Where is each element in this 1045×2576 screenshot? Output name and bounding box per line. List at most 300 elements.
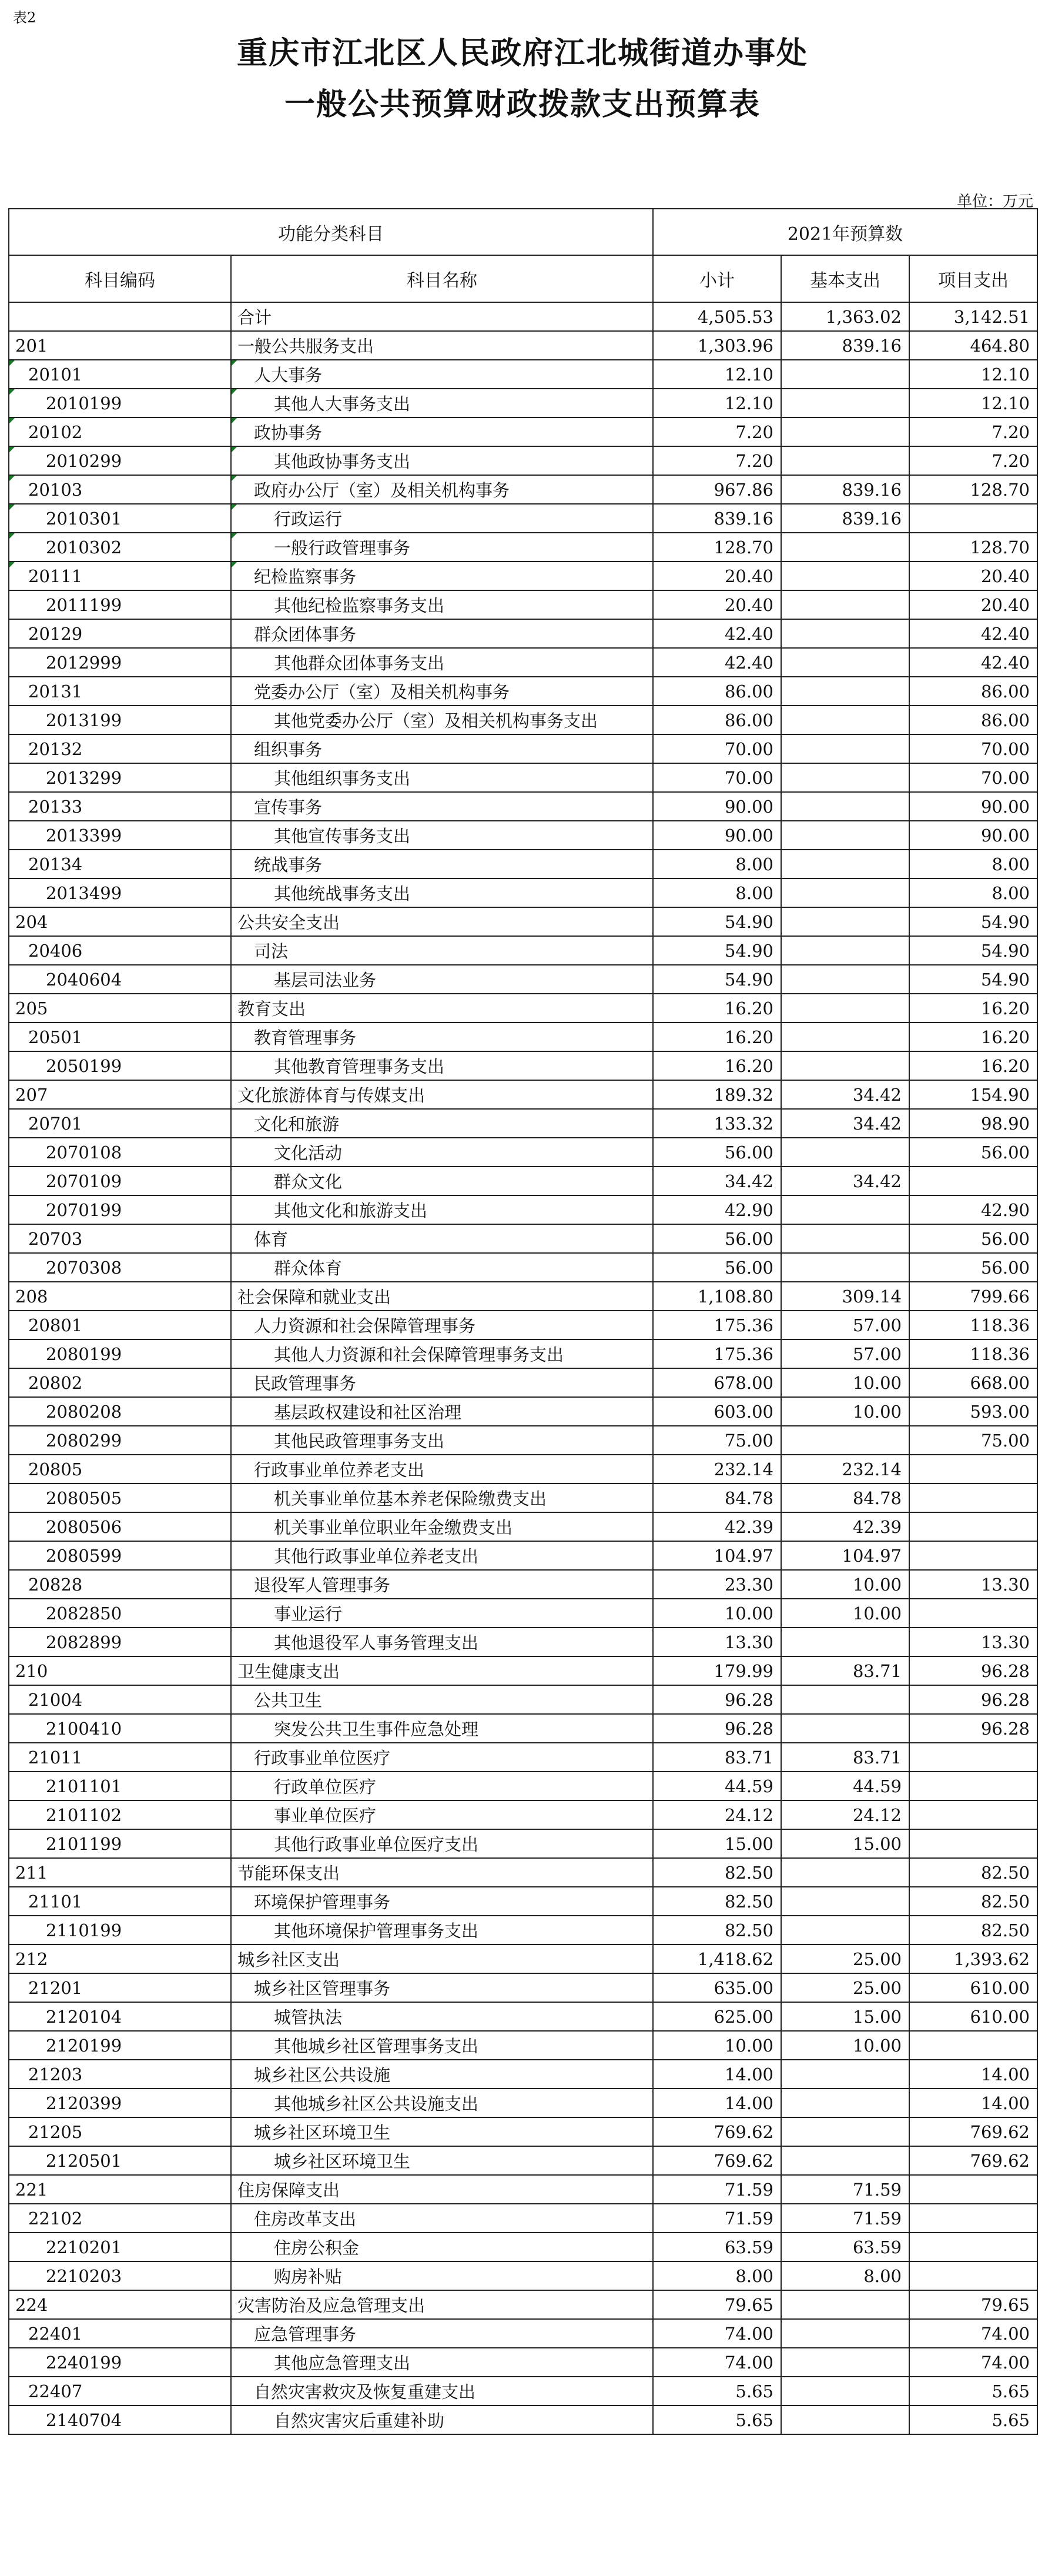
cell-subtotal: 635.00	[653, 1973, 781, 2002]
table-row	[9, 1167, 1037, 1195]
cell-name: 行政单位医疗	[231, 1772, 653, 1800]
cell-code: 21004	[9, 1685, 231, 1714]
cell-name: 教育支出	[231, 994, 653, 1023]
cell-code: 207	[9, 1080, 231, 1109]
total-row	[9, 302, 1037, 331]
cell-project: 20.40	[909, 590, 1037, 619]
cell-name: 政府办公厅（室）及相关机构事务	[231, 475, 653, 504]
cell-name: 住房公积金	[231, 2233, 653, 2261]
cell-project: 96.28	[909, 1714, 1037, 1743]
cell-project	[909, 1599, 1037, 1628]
cell-name: 公共卫生	[231, 1685, 653, 1714]
cell-code: 221	[9, 2175, 231, 2204]
cell-basic	[781, 1916, 909, 1944]
table-row	[9, 562, 1037, 590]
cell-subtotal: 175.36	[653, 1311, 781, 1339]
cell-name: 城管执法	[231, 2002, 653, 2031]
cell-code: 20101	[9, 360, 231, 389]
cell-code: 20131	[9, 677, 231, 706]
cell-basic: 34.42	[781, 1080, 909, 1109]
table-row	[9, 1858, 1037, 1887]
cell-name: 自然灾害灾后重建补助	[231, 2405, 653, 2434]
cell-name: 其他教育管理事务支出	[231, 1051, 653, 1080]
cell-project	[909, 1743, 1037, 1772]
cell-code: 2050199	[9, 1051, 231, 1080]
cell-subtotal: 128.70	[653, 533, 781, 562]
cell-subtotal: 603.00	[653, 1397, 781, 1426]
cell-basic	[781, 734, 909, 763]
table-row	[9, 1109, 1037, 1138]
cell-subtotal: 10.00	[653, 2031, 781, 2060]
cell-subtotal: 8.00	[653, 850, 781, 878]
cell-subtotal: 769.62	[653, 2146, 781, 2175]
cell-code: 2010302	[9, 533, 231, 562]
header-row-columns	[9, 255, 1037, 302]
cell-name: 行政运行	[231, 504, 653, 533]
cell-subtotal: 678.00	[653, 1368, 781, 1397]
cell-project: 16.20	[909, 1023, 1037, 1051]
cell-name: 一般公共服务支出	[231, 331, 653, 360]
cell-name: 一般行政管理事务	[231, 533, 653, 562]
table-row	[9, 360, 1037, 389]
cell-project	[909, 1455, 1037, 1484]
cell-project: 769.62	[909, 2117, 1037, 2146]
table-row	[9, 475, 1037, 504]
cell-project: 56.00	[909, 1253, 1037, 1282]
cell-subtotal: 54.90	[653, 907, 781, 936]
cell-subtotal: 13.30	[653, 1628, 781, 1656]
cell-basic: 839.16	[781, 504, 909, 533]
table-row	[9, 734, 1037, 763]
cell-project: 70.00	[909, 763, 1037, 792]
table-row	[9, 1685, 1037, 1714]
cell-name: 机关事业单位基本养老保险缴费支出	[231, 1484, 653, 1512]
cell-code: 21201	[9, 1973, 231, 2002]
table-row	[9, 2348, 1037, 2377]
cell-name: 城乡社区公共设施	[231, 2060, 653, 2089]
table-row	[9, 331, 1037, 360]
cell-basic	[781, 360, 909, 389]
cell-subtotal: 74.00	[653, 2348, 781, 2377]
cell-code: 2101102	[9, 1800, 231, 1829]
cell-basic	[781, 2319, 909, 2348]
cell-name: 其他党委办公厅（室）及相关机构事务支出	[231, 706, 653, 734]
cell-project: 128.70	[909, 475, 1037, 504]
table-row	[9, 2031, 1037, 2060]
table-row	[9, 533, 1037, 562]
table-row	[9, 2233, 1037, 2261]
table-row	[9, 1339, 1037, 1368]
cell-project: 75.00	[909, 1426, 1037, 1455]
cell-basic	[781, 1887, 909, 1916]
cell-basic: 839.16	[781, 331, 909, 360]
cell-name: 城乡社区管理事务	[231, 1973, 653, 2002]
cell-project	[909, 2261, 1037, 2290]
cell-basic	[781, 1426, 909, 1455]
table-row	[9, 590, 1037, 619]
cell-name: 应急管理事务	[231, 2319, 653, 2348]
cell-basic	[781, 965, 909, 994]
header-name: 科目名称	[231, 255, 653, 302]
cell-project: 593.00	[909, 1397, 1037, 1426]
cell-code: 2082899	[9, 1628, 231, 1656]
header-code: 科目编码	[9, 255, 231, 302]
cell-name: 自然灾害救灾及恢复重建支出	[231, 2377, 653, 2405]
table-row	[9, 417, 1037, 446]
cell-code: 2010299	[9, 446, 231, 475]
cell-name: 政协事务	[231, 417, 653, 446]
cell-subtotal: 82.50	[653, 1916, 781, 1944]
cell-code: 2120501	[9, 2146, 231, 2175]
cell-project: 90.00	[909, 821, 1037, 850]
cell-subtotal: 83.71	[653, 1743, 781, 1772]
cell-code: 2101101	[9, 1772, 231, 1800]
table-tag: 表2	[13, 9, 36, 26]
cell-code: 20103	[9, 475, 231, 504]
cell-code: 212	[9, 1944, 231, 1973]
cell-basic: 25.00	[781, 1944, 909, 1973]
cell-basic	[781, 1714, 909, 1743]
cell-basic	[781, 590, 909, 619]
cell-subtotal: 7.20	[653, 417, 781, 446]
cell-subtotal: 14.00	[653, 2089, 781, 2117]
table-row	[9, 907, 1037, 936]
cell-subtotal: 24.12	[653, 1800, 781, 1829]
table-row	[9, 994, 1037, 1023]
cell-subtotal: 84.78	[653, 1484, 781, 1512]
cell-basic: 10.00	[781, 1368, 909, 1397]
cell-project	[909, 2031, 1037, 2060]
cell-subtotal: 42.90	[653, 1195, 781, 1224]
cell-code: 20102	[9, 417, 231, 446]
header-basic: 基本支出	[781, 255, 909, 302]
cell-name: 纪检监察事务	[231, 562, 653, 590]
cell-basic	[781, 2146, 909, 2175]
cell-subtotal: 86.00	[653, 677, 781, 706]
cell-project: 13.30	[909, 1570, 1037, 1599]
cell-name: 基层政权建设和社区治理	[231, 1397, 653, 1426]
table-row	[9, 2117, 1037, 2146]
cell-subtotal: 839.16	[653, 504, 781, 533]
cell-name: 宣传事务	[231, 792, 653, 821]
cell-project: 8.00	[909, 878, 1037, 907]
cell-basic	[781, 533, 909, 562]
header-function-group: 功能分类科目	[9, 209, 653, 255]
cell-subtotal: 54.90	[653, 965, 781, 994]
cell-code: 205	[9, 994, 231, 1023]
cell-basic	[781, 2377, 909, 2405]
cell-basic: 44.59	[781, 1772, 909, 1800]
cell-project: 54.90	[909, 965, 1037, 994]
cell-code: 20129	[9, 619, 231, 648]
cell-subtotal: 20.40	[653, 562, 781, 590]
cell-code: 2210201	[9, 2233, 231, 2261]
cell-name: 组织事务	[231, 734, 653, 763]
table-row	[9, 2319, 1037, 2348]
cell-basic: 25.00	[781, 1973, 909, 2002]
cell-project: 54.90	[909, 907, 1037, 936]
cell-code: 2070109	[9, 1167, 231, 1195]
cell-basic	[781, 1628, 909, 1656]
table-row	[9, 936, 1037, 965]
cell-subtotal: 86.00	[653, 706, 781, 734]
table-row	[9, 1195, 1037, 1224]
cell-project: 12.10	[909, 360, 1037, 389]
cell-project: 16.20	[909, 1051, 1037, 1080]
cell-project	[909, 1800, 1037, 1829]
cell-code: 2010301	[9, 504, 231, 533]
cell-subtotal: 90.00	[653, 821, 781, 850]
cell-code: 2013399	[9, 821, 231, 850]
cell-subtotal: 54.90	[653, 936, 781, 965]
cell-basic: 8.00	[781, 2261, 909, 2290]
cell-code: 20701	[9, 1109, 231, 1138]
cell-name: 党委办公厅（室）及相关机构事务	[231, 677, 653, 706]
cell-name: 其他纪检监察事务支出	[231, 590, 653, 619]
cell-code: 210	[9, 1656, 231, 1685]
cell-project: 13.30	[909, 1628, 1037, 1656]
cell-project: 610.00	[909, 2002, 1037, 2031]
cell-subtotal: 44.59	[653, 1772, 781, 1800]
table-row	[9, 1800, 1037, 1829]
cell-code: 2080208	[9, 1397, 231, 1426]
cell-name: 群众团体事务	[231, 619, 653, 648]
table-row	[9, 1282, 1037, 1311]
cell-name: 体育	[231, 1224, 653, 1253]
cell-project: 54.90	[909, 936, 1037, 965]
cell-code: 21101	[9, 1887, 231, 1916]
cell-code: 201	[9, 331, 231, 360]
cell-project: 610.00	[909, 1973, 1037, 2002]
cell-project: 1,393.62	[909, 1944, 1037, 1973]
cell-code: 208	[9, 1282, 231, 1311]
cell-project	[909, 2204, 1037, 2233]
cell-subtotal: 8.00	[653, 2261, 781, 2290]
cell-project: 82.50	[909, 1887, 1037, 1916]
cell-code: 2070108	[9, 1138, 231, 1167]
cell-project	[909, 1167, 1037, 1195]
cell-name: 公共安全支出	[231, 907, 653, 936]
cell-name: 统战事务	[231, 850, 653, 878]
cell-project: 20.40	[909, 562, 1037, 590]
cell-name: 其他环境保护管理事务支出	[231, 1916, 653, 1944]
cell-project: 5.65	[909, 2377, 1037, 2405]
cell-project: 128.70	[909, 533, 1037, 562]
cell-subtotal: 56.00	[653, 1224, 781, 1253]
cell-basic	[781, 1195, 909, 1224]
cell-project: 74.00	[909, 2319, 1037, 2348]
cell-code: 20703	[9, 1224, 231, 1253]
cell-name: 事业单位医疗	[231, 1800, 653, 1829]
cell-name: 退役军人管理事务	[231, 1570, 653, 1599]
table-row	[9, 706, 1037, 734]
cell-code: 224	[9, 2290, 231, 2319]
cell-basic: 104.97	[781, 1541, 909, 1570]
cell-name: 其他城乡社区管理事务支出	[231, 2031, 653, 2060]
cell-code: 2011199	[9, 590, 231, 619]
cell-basic: 34.42	[781, 1167, 909, 1195]
cell-name: 其他组织事务支出	[231, 763, 653, 792]
cell-subtotal: 16.20	[653, 1023, 781, 1051]
table-row	[9, 1570, 1037, 1599]
cell-code: 22102	[9, 2204, 231, 2233]
cell-project: 96.28	[909, 1685, 1037, 1714]
cell-basic	[781, 648, 909, 677]
cell-code: 2080505	[9, 1484, 231, 1512]
table-row	[9, 1541, 1037, 1570]
cell-basic: 24.12	[781, 1800, 909, 1829]
cell-subtotal: 42.40	[653, 619, 781, 648]
cell-subtotal: 75.00	[653, 1426, 781, 1455]
cell-code: 2080299	[9, 1426, 231, 1455]
cell-code: 20132	[9, 734, 231, 763]
cell-project	[909, 2175, 1037, 2204]
table-row	[9, 1599, 1037, 1628]
cell-code: 2101199	[9, 1829, 231, 1858]
cell-code: 2082850	[9, 1599, 231, 1628]
table-row	[9, 1368, 1037, 1397]
cell-project: 5.65	[909, 2405, 1037, 2434]
table-row	[9, 648, 1037, 677]
cell-code: 2080506	[9, 1512, 231, 1541]
cell-project	[909, 504, 1037, 533]
cell-project: 70.00	[909, 734, 1037, 763]
cell-name: 其他政协事务支出	[231, 446, 653, 475]
cell-basic	[781, 1224, 909, 1253]
cell-subtotal: 7.20	[653, 446, 781, 475]
cell-project: 14.00	[909, 2060, 1037, 2089]
cell-code: 204	[9, 907, 231, 936]
cell-name: 其他行政事业单位养老支出	[231, 1541, 653, 1570]
table-row	[9, 1512, 1037, 1541]
table-row	[9, 2377, 1037, 2405]
cell-name: 人力资源和社会保障管理事务	[231, 1311, 653, 1339]
cell-code: 20801	[9, 1311, 231, 1339]
table-row	[9, 1023, 1037, 1051]
cell-subtotal: 625.00	[653, 2002, 781, 2031]
cell-basic	[781, 994, 909, 1023]
table-row	[9, 389, 1037, 417]
cell-name: 文化旅游体育与传媒支出	[231, 1080, 653, 1109]
table-row	[9, 504, 1037, 533]
cell-project: 769.62	[909, 2146, 1037, 2175]
cell-project: 118.36	[909, 1339, 1037, 1368]
table-row	[9, 850, 1037, 878]
cell-code: 2120399	[9, 2089, 231, 2117]
table-row	[9, 1656, 1037, 1685]
table-row	[9, 1714, 1037, 1743]
cell-project	[909, 2233, 1037, 2261]
table-row	[9, 1397, 1037, 1426]
cell-basic: 83.71	[781, 1743, 909, 1772]
header-project: 项目支出	[909, 255, 1037, 302]
cell-basic	[781, 821, 909, 850]
cell-code: 2100410	[9, 1714, 231, 1743]
cell-subtotal: 70.00	[653, 734, 781, 763]
table-row	[9, 1455, 1037, 1484]
cell-code: 2120104	[9, 2002, 231, 2031]
cell-basic	[781, 417, 909, 446]
cell-name: 城乡社区支出	[231, 1944, 653, 1973]
cell-subtotal: 175.36	[653, 1339, 781, 1368]
cell-name: 人大事务	[231, 360, 653, 389]
table-row	[9, 1887, 1037, 1916]
cell-basic: 42.39	[781, 1512, 909, 1541]
cell-subtotal: 8.00	[653, 878, 781, 907]
cell-project: 7.20	[909, 417, 1037, 446]
cell-subtotal: 5.65	[653, 2405, 781, 2434]
cell-name: 教育管理事务	[231, 1023, 653, 1051]
cell-name: 其他文化和旅游支出	[231, 1195, 653, 1224]
cell-name: 节能环保支出	[231, 1858, 653, 1887]
cell-basic: 839.16	[781, 475, 909, 504]
unit-label: 单位：万元	[956, 193, 1033, 211]
cell-code: 20802	[9, 1368, 231, 1397]
cell-basic	[781, 878, 909, 907]
table-row	[9, 1628, 1037, 1656]
table-row	[9, 2175, 1037, 2204]
budget-table	[8, 208, 1038, 2435]
cell-name: 文化和旅游	[231, 1109, 653, 1138]
table-row	[9, 965, 1037, 994]
cell-name: 社会保障和就业支出	[231, 1282, 653, 1311]
table-row	[9, 1051, 1037, 1080]
cell-name: 行政事业单位医疗	[231, 1743, 653, 1772]
table-row	[9, 1484, 1037, 1512]
cell-name: 其他人大事务支出	[231, 389, 653, 417]
cell-project: 464.80	[909, 331, 1037, 360]
table-row	[9, 821, 1037, 850]
cell-basic	[781, 2089, 909, 2117]
cell-code: 2012999	[9, 648, 231, 677]
cell-basic	[781, 850, 909, 878]
table-row	[9, 1973, 1037, 2002]
cell-project: 56.00	[909, 1224, 1037, 1253]
cell-project: 12.10	[909, 389, 1037, 417]
cell-project: 42.40	[909, 619, 1037, 648]
table-row	[9, 1080, 1037, 1109]
cell-basic	[781, 2117, 909, 2146]
cell-name: 民政管理事务	[231, 1368, 653, 1397]
cell-name: 行政事业单位养老支出	[231, 1455, 653, 1484]
header-budget-group: 2021年预算数	[653, 209, 1037, 255]
cell-name: 灾害防治及应急管理支出	[231, 2290, 653, 2319]
cell-subtotal: 74.00	[653, 2319, 781, 2348]
cell-name: 其他城乡社区公共设施支出	[231, 2089, 653, 2117]
cell-project: 98.90	[909, 1109, 1037, 1138]
cell-subtotal: 15.00	[653, 1829, 781, 1858]
cell-project	[909, 1484, 1037, 1512]
cell-code: 2080599	[9, 1541, 231, 1570]
cell-subtotal: 42.40	[653, 648, 781, 677]
cell-basic: 84.78	[781, 1484, 909, 1512]
cell-basic	[781, 619, 909, 648]
cell-subtotal: 1,303.96	[653, 331, 781, 360]
cell-name: 机关事业单位职业年金缴费支出	[231, 1512, 653, 1541]
cell-basic	[781, 2348, 909, 2377]
cell-code: 21205	[9, 2117, 231, 2146]
cell-project: 42.90	[909, 1195, 1037, 1224]
cell-subtotal: 79.65	[653, 2290, 781, 2319]
cell-subtotal: 104.97	[653, 1541, 781, 1570]
table-row	[9, 1426, 1037, 1455]
cell-subtotal: 20.40	[653, 590, 781, 619]
cell-project: 14.00	[909, 2089, 1037, 2117]
cell-name: 其他统战事务支出	[231, 878, 653, 907]
cell-name: 购房补贴	[231, 2261, 653, 2290]
table-row	[9, 446, 1037, 475]
cell-code: 2110199	[9, 1916, 231, 1944]
